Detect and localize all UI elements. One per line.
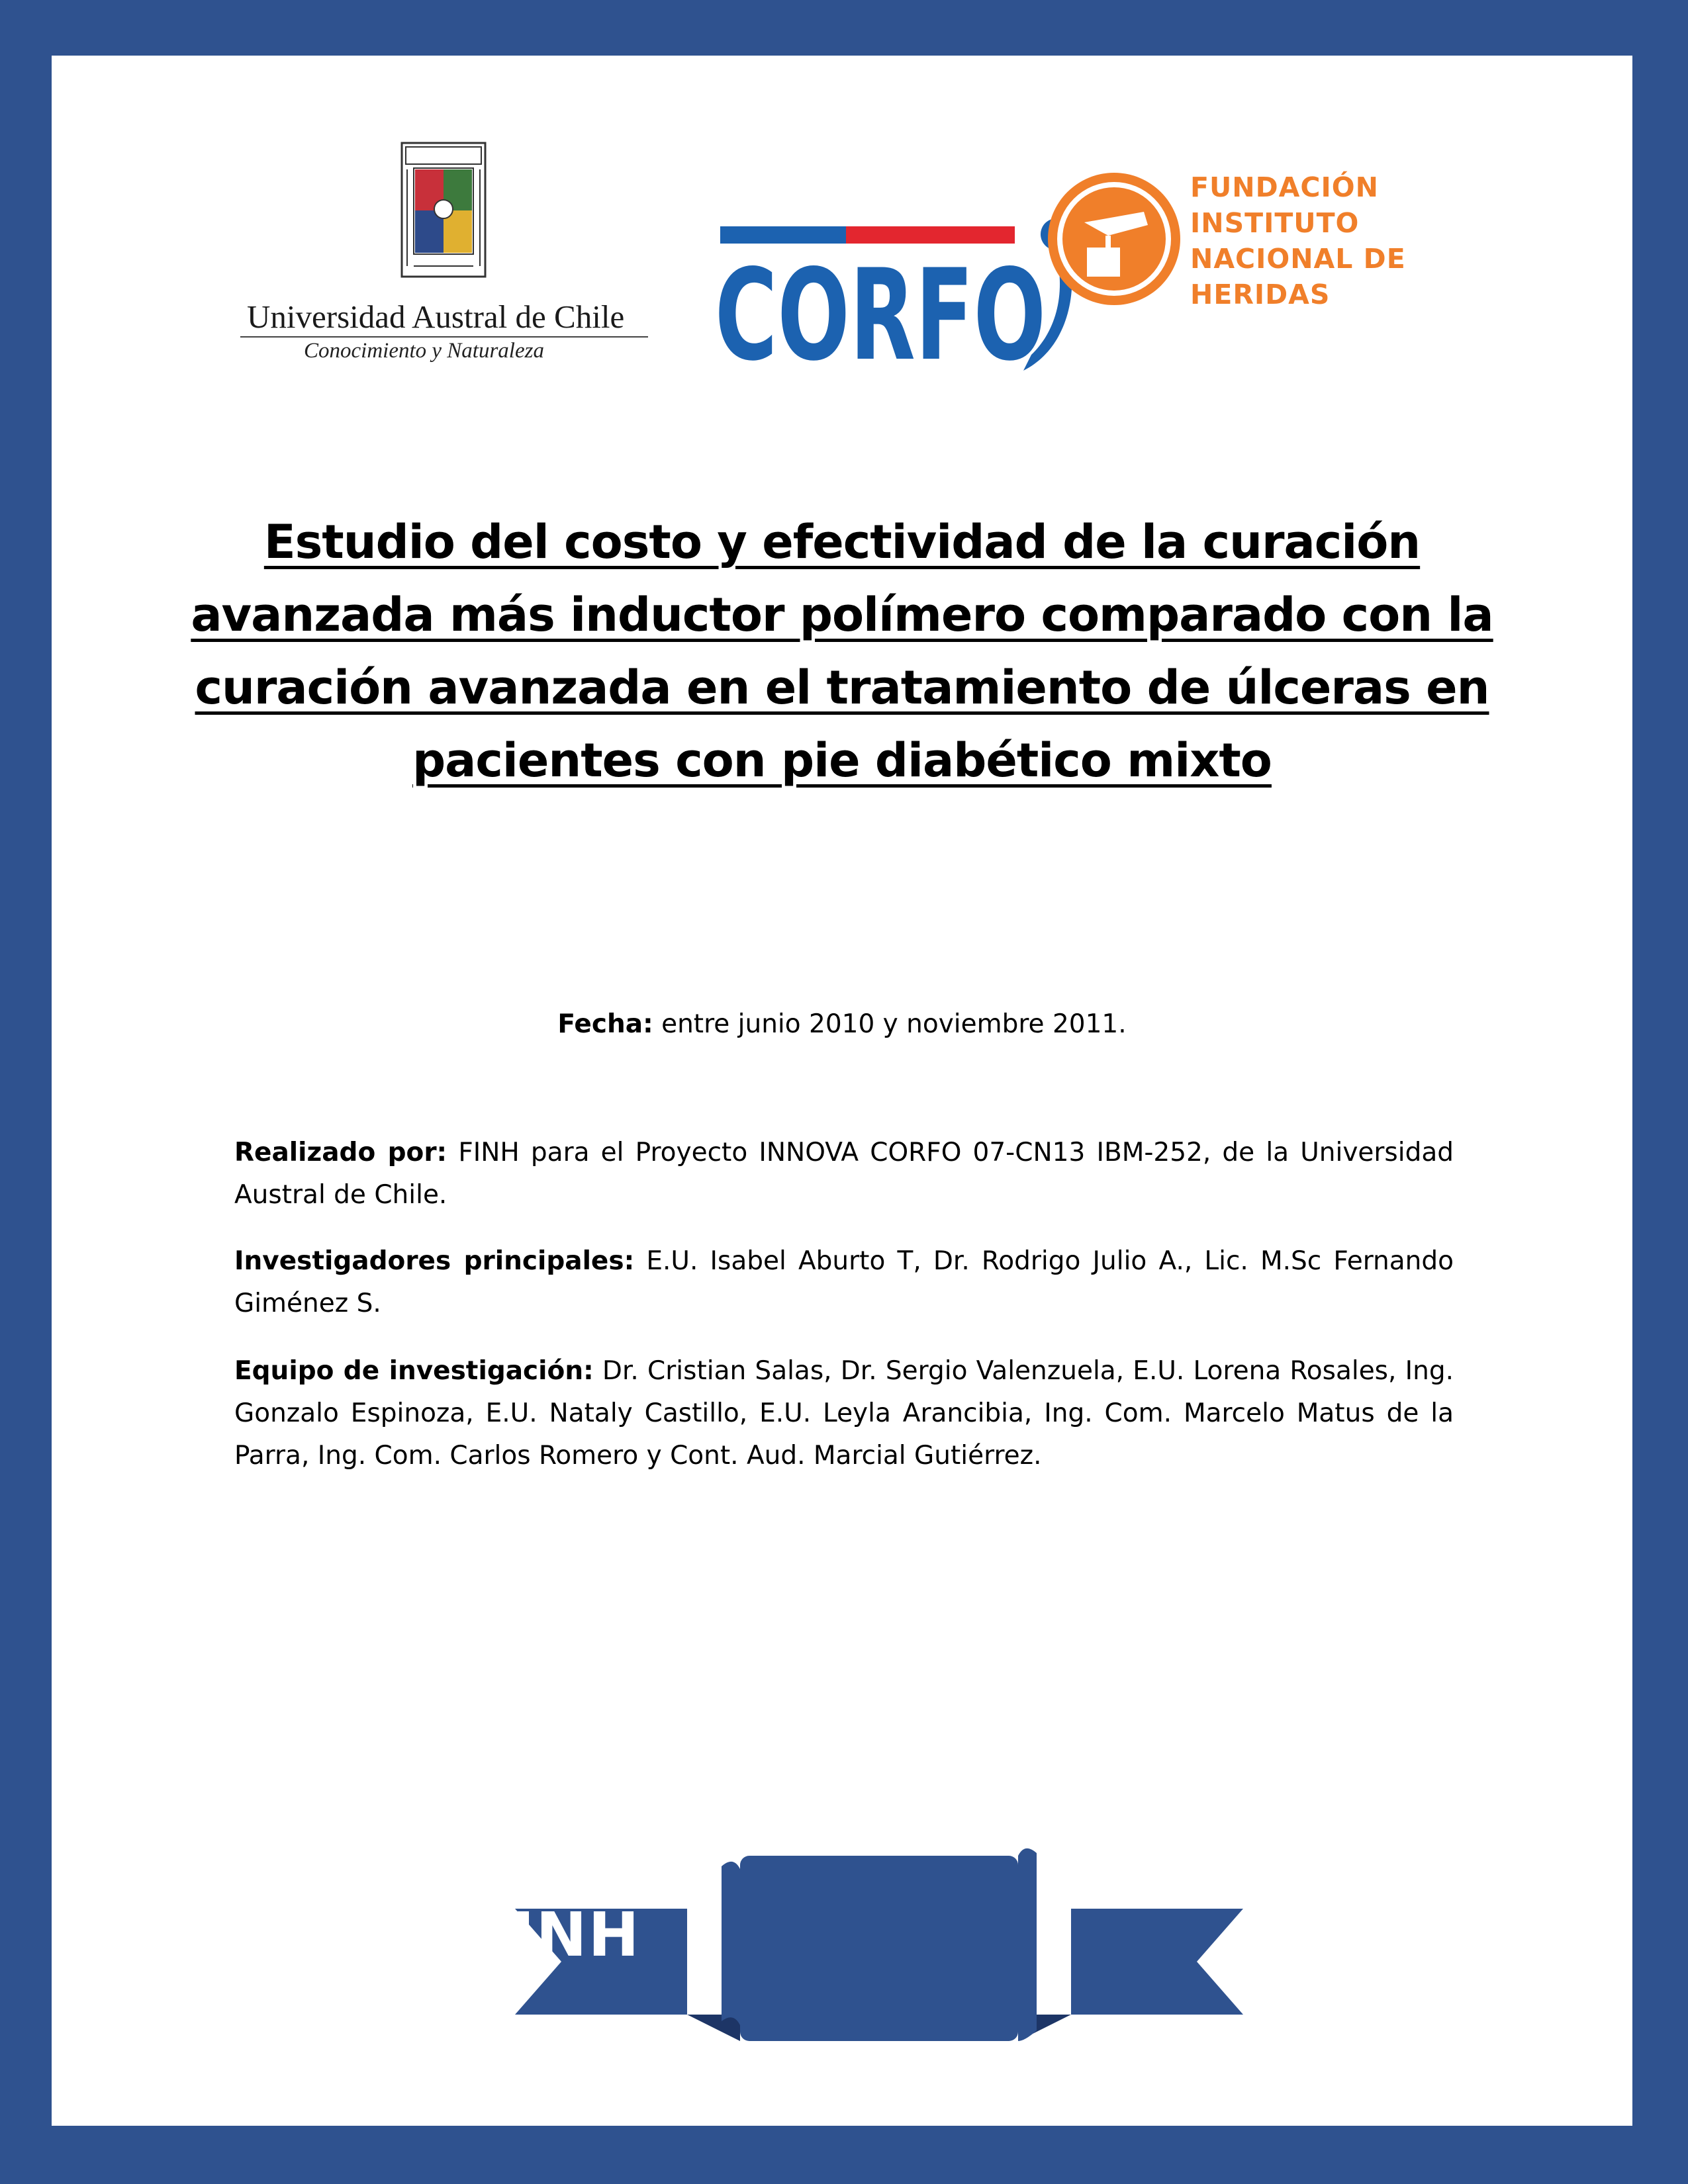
equipo-value: Dr. Cristian Salas, Dr. Sergio Valenzuela, E.U. Lorena Rosales, Ing. Gonzalo Espinoza, E.U. Nataly Castillo, E.U. Leyla Arancibia, Ing. Com. Marcelo Matus de la Parra, Ing. Com. Carlos Romero y Cont. Aud. Marcial Gutiérrez. bbox=[234, 1356, 1454, 1471]
title-line: curación avanzada en el tratamiento de úlceras en bbox=[195, 660, 1489, 715]
title-line: pacientes con pie diabético mixto bbox=[412, 733, 1272, 788]
finh-emblem-icon bbox=[1045, 169, 1184, 308]
equipo-label: Equipo de investigación: bbox=[234, 1356, 594, 1386]
title-line: Estudio del costo y efectividad de la curación bbox=[263, 515, 1421, 569]
investigadores-label: Investigadores principales: bbox=[234, 1246, 635, 1276]
university-name: Universidad Austral de Chile bbox=[247, 298, 625, 335]
date-label: Fecha: bbox=[557, 1009, 653, 1039]
investigadores-value: E.U. Isabel Aburto T, Dr. Rodrigo Julio A., Lic. M.Sc Fernando Giménez S. bbox=[234, 1246, 1454, 1318]
finh-ribbon-label: FINH bbox=[469, 1899, 641, 1970]
realizado-paragraph bbox=[234, 1132, 1454, 1216]
finh-name-line: HERIDAS bbox=[1190, 279, 1331, 310]
document-title bbox=[184, 506, 1500, 797]
finh-name-line: NACIONAL DE bbox=[1190, 243, 1406, 275]
university-logo bbox=[240, 140, 704, 372]
finh-logo bbox=[1045, 169, 1468, 381]
university-motto: Conocimiento y Naturaleza bbox=[304, 339, 544, 363]
realizado-label: Realizado por: bbox=[234, 1138, 447, 1167]
university-crest-icon bbox=[399, 140, 488, 279]
title-line: avanzada más inductor polímero comparado con la bbox=[191, 588, 1493, 642]
finh-name-line: FUNDACIÓN bbox=[1190, 171, 1379, 203]
realizado-value: FINH para el Proyecto INNOVA CORFO 07-CN13 IBM-252, de la Universidad Austral de Chile. bbox=[234, 1138, 1454, 1210]
investigadores-paragraph bbox=[234, 1240, 1454, 1325]
finh-name-line: INSTITUTO bbox=[1190, 207, 1360, 239]
finh-name bbox=[1190, 169, 1455, 312]
corfo-logo bbox=[661, 148, 1084, 388]
corfo-wordmark: CORFO bbox=[715, 242, 1046, 388]
university-divider bbox=[240, 336, 648, 338]
equipo-paragraph bbox=[234, 1350, 1454, 1477]
date-line bbox=[184, 1003, 1500, 1046]
date-value: entre junio 2010 y noviembre 2011. bbox=[653, 1009, 1127, 1039]
document-page bbox=[52, 56, 1632, 2126]
